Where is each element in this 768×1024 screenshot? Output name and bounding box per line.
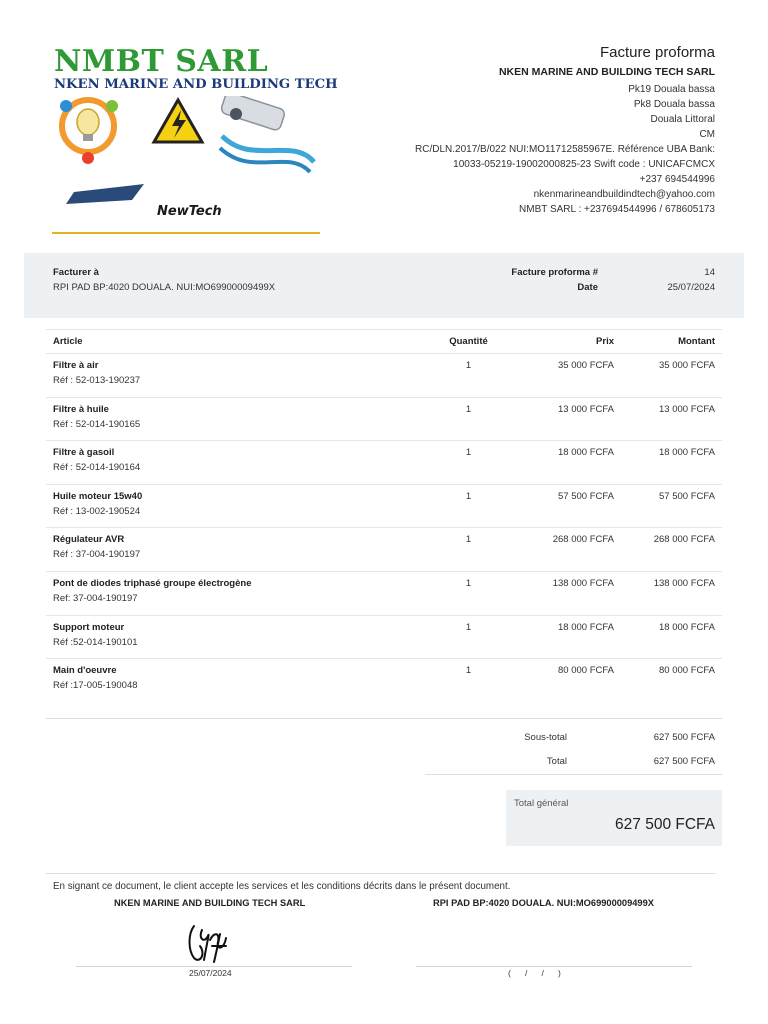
totals-divider: [425, 774, 722, 775]
client-signatory-name: RPI PAD BP:4020 DOUALA. NUI:MO69900009499X: [433, 898, 654, 908]
client-sign-date: ( / / ): [508, 968, 561, 978]
item-quantity: 1: [416, 528, 521, 572]
item-price: 57 500 FCFA: [521, 484, 621, 528]
grand-total-label: Total général: [514, 798, 569, 809]
table-row: [46, 659, 722, 703]
item-amount: 18 000 FCFA: [621, 441, 722, 485]
handwritten-signature: [184, 920, 230, 966]
total-label: Total: [546, 756, 567, 767]
company-logo: [52, 44, 338, 238]
company-info: [415, 44, 715, 217]
table-row: [46, 441, 722, 485]
item-amount: 18 000 FCFA: [621, 615, 722, 659]
person-head-red: [82, 152, 94, 164]
item-name: Régulateur AVR: [53, 534, 125, 546]
grand-total-box: [506, 790, 722, 846]
table-header-row: [46, 330, 722, 354]
address-line: Pk8 Douala bassa: [633, 99, 715, 110]
cctv-camera-icon: [220, 96, 286, 131]
item-quantity: 1: [416, 354, 521, 398]
newtech-logo-mark: [66, 184, 144, 204]
column-header-article: Article: [46, 330, 416, 354]
item-price: 18 000 FCFA: [521, 441, 621, 485]
item-name: Filtre à air: [53, 360, 99, 371]
item-ref: Réf : 52-014-190164: [53, 462, 141, 474]
table-row: [46, 397, 722, 441]
item-price: 35 000 FCFA: [521, 354, 621, 398]
address-line: CM: [699, 129, 715, 140]
bank-line: 10033-05219-19002000825-23 Swift code : UNICAFCMCX: [453, 159, 715, 170]
item-quantity: 1: [416, 615, 521, 659]
items-table: [46, 329, 722, 702]
item-amount: 268 000 FCFA: [621, 528, 722, 572]
logo-illustration: [52, 96, 320, 206]
item-price: 268 000 FCFA: [521, 528, 621, 572]
bulb-base: [83, 134, 93, 141]
address-line: Douala Littoral: [650, 114, 715, 125]
table-row: [46, 354, 722, 398]
item-quantity: 1: [416, 441, 521, 485]
bill-to-label: Facturer à: [53, 267, 99, 278]
item-quantity: 1: [416, 571, 521, 615]
table-row: [46, 528, 722, 572]
item-ref: Réf : 52-014-190165: [53, 418, 141, 430]
camera-lens: [230, 108, 242, 120]
item-ref: Réf :52-014-190101: [53, 636, 138, 648]
invoice-number: 14: [704, 267, 715, 278]
item-amount: 138 000 FCFA: [621, 571, 722, 615]
acceptance-text: En signant ce document, le client accepte les services et les conditions décrits dans le présent document.: [53, 881, 511, 892]
item-price: 80 000 FCFA: [558, 665, 614, 677]
invoice-date: 25/07/2024: [667, 282, 715, 293]
bill-to-value: RPI PAD BP:4020 DOUALA. NUI:MO69900009499X: [53, 282, 276, 293]
item-ref: Ref: 37-004-190197: [53, 592, 138, 604]
column-header-price: Prix: [521, 330, 621, 354]
table-row: [46, 571, 722, 615]
item-amount: 35 000 FCFA: [621, 354, 722, 398]
contact-line: NMBT SARL : +237694544996 / 678605173: [519, 204, 715, 215]
item-name: Support moteur: [53, 621, 125, 633]
item-name: Filtre à gasoil: [53, 447, 115, 459]
signature-stroke: [190, 926, 227, 962]
item-quantity: 1: [416, 397, 521, 441]
phone-line: +237 694544996: [639, 174, 715, 185]
client-signature-line: [416, 966, 692, 967]
item-name: Huile moteur 15w40: [53, 490, 143, 502]
item-price: 18 000 FCFA: [521, 615, 621, 659]
person-head-blue: [60, 100, 72, 112]
seller-signatory-name: NKEN MARINE AND BUILDING TECH SARL: [114, 898, 306, 908]
item-amount: 57 500 FCFA: [621, 484, 722, 528]
item-amount: 13 000 FCFA: [621, 397, 722, 441]
newtech-brand: NewTech: [157, 204, 222, 219]
address-line: Pk19 Douala bassa: [628, 84, 715, 95]
invoice-number-label: Facture proforma #: [511, 267, 598, 278]
table-end-divider: [46, 718, 722, 719]
subtotal-label: Sous-total: [524, 732, 567, 743]
column-header-amount: Montant: [621, 330, 722, 354]
logo-subtitle: NKEN MARINE AND BUILDING TECH: [54, 77, 338, 92]
document-title: Facture proforma: [599, 44, 715, 61]
item-ref: Réf : 52-013-190237: [53, 375, 141, 386]
logo-title: NMBT SARL: [54, 44, 269, 79]
grand-total-value: 627 500 FCFA: [615, 816, 715, 833]
item-name: Filtre à huile: [53, 403, 109, 415]
item-price: 138 000 FCFA: [521, 571, 621, 615]
company-name: NKEN MARINE AND BUILDING TECH SARL: [498, 66, 715, 78]
item-price: 13 000 FCFA: [521, 397, 621, 441]
table-row: [46, 484, 722, 528]
column-header-quantity: Quantité: [416, 330, 521, 354]
logo-underline: [52, 232, 320, 234]
registration-line: RC/DLN.2017/B/022 NUI:MO11712585967E. Référence UBA Bank:: [415, 144, 715, 155]
email-line: nkenmarineandbuildindtech@yahoo.com: [533, 189, 715, 200]
invoice-date-label: Date: [577, 282, 598, 293]
total-value: 627 500 FCFA: [653, 756, 715, 767]
item-ref: Réf :17-005-190048: [53, 680, 138, 692]
item-ref: Réf : 13-002-190524: [53, 505, 141, 517]
item-quantity: 1: [465, 665, 472, 677]
item-amount: 80 000 FCFA: [659, 665, 715, 677]
bill-to-section: [24, 253, 744, 318]
item-name: Pont de diodes triphasé groupe électrogène: [53, 577, 252, 589]
subtotal-value: 627 500 FCFA: [653, 732, 715, 743]
seller-sign-date: 25/07/2024: [189, 968, 232, 978]
item-ref: Réf : 37-004-190197: [53, 549, 141, 561]
lightbulb-icon: [77, 109, 99, 135]
item-name: Main d'oeuvre: [53, 665, 117, 677]
item-quantity: 1: [416, 484, 521, 528]
seller-signature-line: [76, 966, 352, 967]
footer-divider: [46, 873, 716, 874]
person-head-green: [106, 100, 118, 112]
table-row: [46, 615, 722, 659]
